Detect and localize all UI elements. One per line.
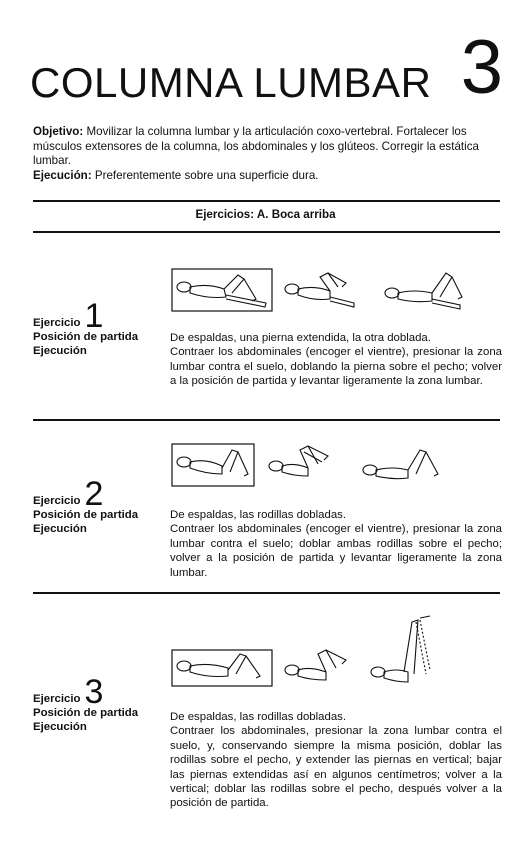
- divider: [33, 419, 500, 421]
- ejercicio-label: Ejercicio: [33, 693, 81, 705]
- page-title: COLUMNA LUMBAR: [30, 59, 432, 106]
- posicion-text: De espaldas, las rodillas dobladas.: [170, 509, 347, 521]
- exercise-number: 3: [84, 673, 104, 711]
- exercise-3-label: [33, 673, 139, 734]
- posicion-text: De espaldas, una pierna extendida, la otra doblada.: [170, 332, 431, 344]
- ejecucion-text: Contraer los abdominales (encoger el vientre), presionar la zona lumbar contra el suelo; doblar ambas rodillas sobre el pecho; volver a la posición de partida y levantar ligeramente la zona lumbar.: [170, 523, 502, 579]
- exercise-1-illustrations: [168, 265, 468, 323]
- exercise-1-text: [170, 331, 502, 389]
- chapter-number: 3: [460, 25, 503, 110]
- exercise-3-illustrations: [168, 612, 468, 692]
- ejecucion-text: Contraer los abdominales, presionar la zona lumbar contra el suelo, y, conservando siempre la misma posición, doblar las rodillas sobre el pecho, y extender las piernas en vertical; bajar las piernas extendidas así en algunos centímetros; volver a la vertical; doblar las rodillas sobre el pecho, después volver a la posición de partida.: [170, 725, 502, 810]
- posicion-label: Posición de partida: [33, 331, 139, 343]
- exercise-2-label: [33, 475, 139, 536]
- divider: [33, 592, 500, 594]
- ejecucion-label: Ejecución: [33, 523, 87, 535]
- ejercicio-label: Ejercicio: [33, 495, 81, 507]
- posicion-label: Posición de partida: [33, 707, 139, 719]
- ejecucion-text: Preferentemente sobre una superficie dura.: [94, 168, 319, 182]
- exercise-number: 1: [84, 297, 104, 335]
- ejercicio-label: Ejercicio: [33, 317, 81, 329]
- exercise-figure-icon: [168, 440, 468, 498]
- intro-block: [33, 125, 503, 183]
- ejecucion-text: Contraer los abdominales (encoger el vientre), presionar la zona lumbar contra el suelo, doblando la pierna sobre el pecho; volver a la posición de partida y levantar ligeramente la zona lumbar.: [170, 346, 502, 388]
- ejecucion-label: Ejecución: [33, 721, 87, 733]
- divider: [33, 200, 500, 202]
- exercise-1-label: [33, 297, 139, 358]
- exercise-2-text: [170, 508, 502, 580]
- ejecucion-label: Ejecución:: [33, 168, 92, 182]
- objetivo-text: Movilizar la columna lumbar y la articulación coxo-vertebral. Fortalecer los músculos extensores de la columna, los abdominales y los glúteos. Corregir la estática lumbar.: [33, 125, 479, 167]
- posicion-label: Posición de partida: [33, 509, 139, 521]
- objetivo-label: Objetivo:: [33, 125, 84, 138]
- exercise-figure-icon: [168, 265, 468, 323]
- posicion-text: De espaldas, las rodillas dobladas.: [170, 711, 347, 723]
- exercise-2-illustrations: [168, 440, 468, 498]
- exercise-figure-icon: [168, 612, 468, 694]
- exercise-number: 2: [84, 475, 104, 513]
- exercise-3-text: [170, 710, 502, 811]
- section-heading: Ejercicios: A. Boca arriba: [195, 208, 336, 221]
- ejecucion-label: Ejecución: [33, 345, 87, 357]
- divider: [33, 231, 500, 233]
